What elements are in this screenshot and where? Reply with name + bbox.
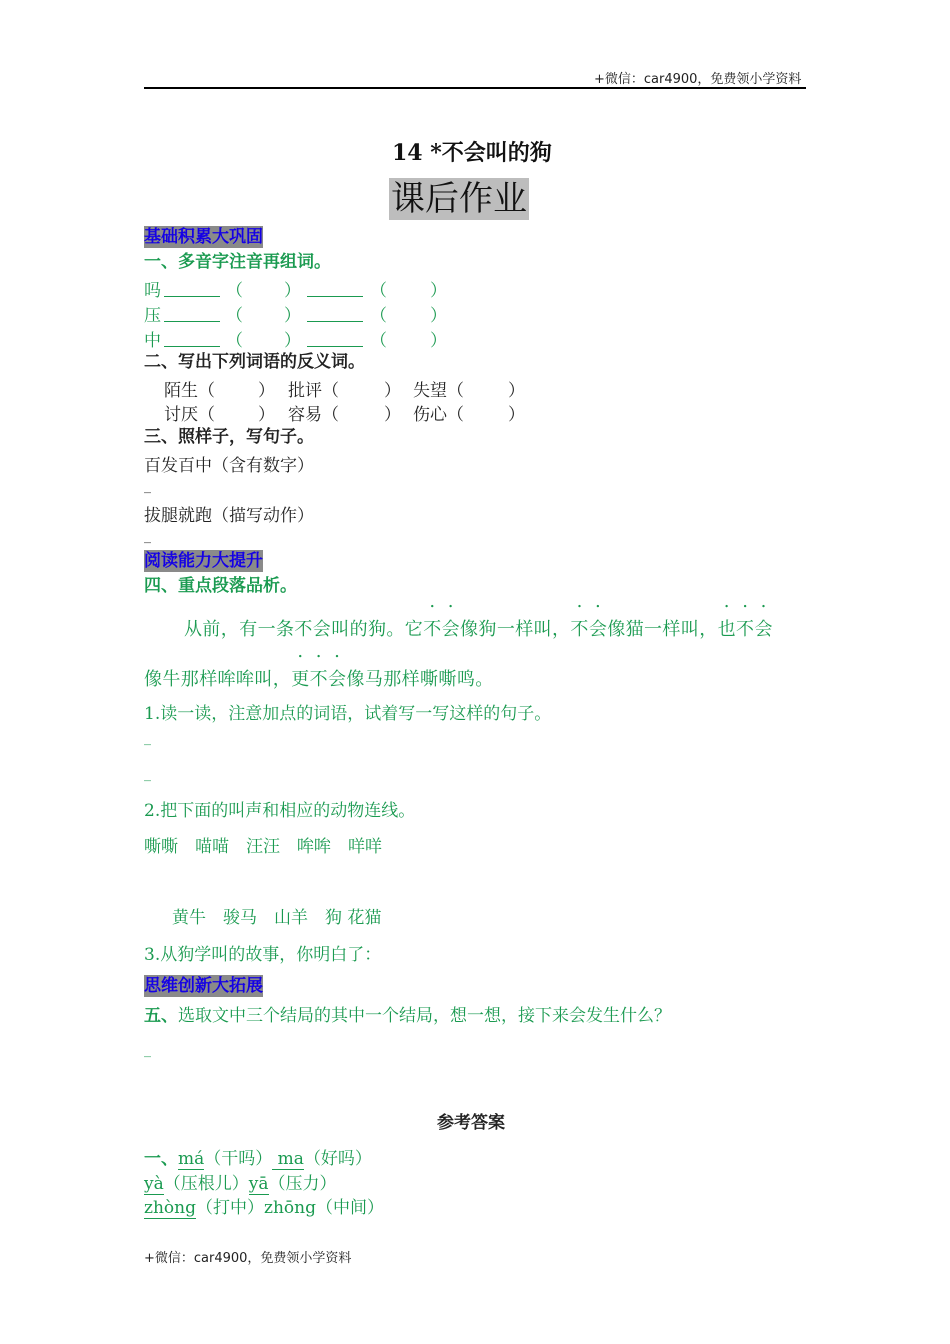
answer-blank[interactable]: _ bbox=[144, 478, 151, 494]
q3-heading: 三、照样子，写句子。 bbox=[144, 427, 314, 447]
answer-number: 一、 bbox=[144, 1149, 178, 1169]
pinyin-answer: yà bbox=[144, 1174, 164, 1194]
paren-close: ） bbox=[284, 281, 301, 301]
paren-close: ） bbox=[258, 405, 275, 425]
paren-open: （ bbox=[370, 281, 387, 301]
pinyin-blank[interactable] bbox=[307, 303, 363, 322]
antonym-word: 陌生（ bbox=[164, 381, 215, 401]
q4-sub2: 2.把下面的叫声和相应的动物连线。 bbox=[144, 801, 416, 821]
para-text: 像猫一样叫， bbox=[607, 619, 718, 640]
pinyin-blank[interactable] bbox=[164, 278, 220, 297]
answer-blank[interactable]: _ bbox=[144, 766, 151, 782]
pinyin-blank[interactable] bbox=[164, 303, 220, 322]
q4-sub1: 1.读一读，注意加点的词语，试着写一写这样的句子。 bbox=[144, 704, 552, 724]
page-header-note: +微信：car4900，免费领小学资料 bbox=[594, 72, 802, 87]
paren-close: ） bbox=[508, 405, 525, 425]
page-footer-note: +微信：car4900，免费领小学资料 bbox=[144, 1251, 352, 1266]
pinyin-answer: zhòng bbox=[144, 1198, 196, 1218]
pinyin-blank[interactable] bbox=[164, 328, 220, 347]
pinyin-answer: yā bbox=[248, 1174, 269, 1194]
q4-sub3: 3.从狗学叫的故事，你明白了： bbox=[144, 945, 382, 965]
paren-open: （ bbox=[226, 331, 243, 351]
animal-sounds: 嘶嘶 喵喵 汪汪 哞哞 咩咩 bbox=[144, 837, 382, 857]
paren-close: ） bbox=[430, 306, 447, 326]
antonym-word: 伤心（ bbox=[413, 405, 464, 425]
dotted-word: 不会 bbox=[570, 619, 608, 640]
pinyin-answer: má bbox=[178, 1149, 205, 1169]
word-answer: （压根儿） bbox=[163, 1174, 249, 1194]
answer-blank[interactable]: _ bbox=[144, 528, 151, 544]
q1-heading: 一、多音字注音再组词。 bbox=[144, 252, 331, 272]
q3-item1: 百发百中（含有数字） bbox=[144, 456, 314, 476]
paren-close: ） bbox=[384, 381, 401, 401]
antonym-word: 容易（ bbox=[288, 405, 339, 425]
word-answer: （打中）zhōng（中间） bbox=[195, 1198, 384, 1218]
reading-paragraph-line2 bbox=[144, 665, 494, 691]
answer-line-ya bbox=[144, 1169, 337, 1194]
q4-heading: 四、重点段落品析。 bbox=[144, 576, 297, 596]
homework-subtitle: 课后作业 bbox=[391, 179, 527, 219]
para-text: 像牛那样哞哞叫， bbox=[144, 669, 292, 690]
answer-line-zhong bbox=[144, 1193, 384, 1218]
word-answer: （压力） bbox=[268, 1174, 337, 1194]
answer-line-ma bbox=[144, 1144, 372, 1169]
paren-open: （ bbox=[370, 306, 387, 326]
pinyin-blank[interactable] bbox=[307, 328, 363, 347]
para-text: 像马那样嘶嘶鸣。 bbox=[346, 669, 494, 690]
para-text: 像狗一样叫， bbox=[460, 619, 571, 640]
para-text: 从前，有一条不会叫的狗。它 bbox=[184, 619, 424, 640]
paren-open: （ bbox=[370, 331, 387, 351]
paren-open: （ bbox=[226, 306, 243, 326]
section-banner-basics: 基础积累大巩固 bbox=[144, 227, 263, 247]
q1-char: 压 bbox=[144, 306, 161, 326]
dotted-word: 也不会 bbox=[717, 619, 773, 640]
paren-close: ） bbox=[430, 331, 447, 351]
q1-char: 中 bbox=[144, 331, 161, 351]
pinyin-blank[interactable] bbox=[307, 278, 363, 297]
animal-names: 黄牛 骏马 山羊 狗 花猫 bbox=[172, 908, 382, 928]
q5-number: 五、 bbox=[144, 1006, 178, 1026]
dotted-word: 不会 bbox=[423, 619, 461, 640]
answer-blank[interactable]: _ bbox=[144, 1042, 151, 1058]
antonym-word: 讨厌（ bbox=[164, 405, 215, 425]
antonym-word: 批评（ bbox=[288, 381, 339, 401]
answers-title: 参考答案 bbox=[437, 1113, 505, 1133]
reading-paragraph-line1 bbox=[184, 615, 773, 641]
dotted-word: 更不会 bbox=[291, 669, 347, 690]
word-answer: （干吗） bbox=[204, 1149, 273, 1169]
section-banner-thinking: 思维创新大拓展 bbox=[144, 976, 263, 996]
paren-close: ） bbox=[284, 306, 301, 326]
q5-text: 选取文中三个结局的其中一个结局，想一想，接下来会发生什么？ bbox=[178, 1006, 671, 1026]
paren-close: ） bbox=[284, 331, 301, 351]
pinyin-answer: ma bbox=[272, 1149, 304, 1169]
header-rule bbox=[144, 87, 806, 89]
paren-close: ） bbox=[258, 381, 275, 401]
antonym-word: 失望（ bbox=[413, 381, 464, 401]
paren-close: ） bbox=[384, 405, 401, 425]
q5-prompt bbox=[144, 1001, 671, 1026]
q3-item2: 拔腿就跑（描写动作） bbox=[144, 506, 314, 526]
lesson-title: 14 *不会叫的狗 bbox=[392, 140, 552, 166]
q1-char: 吗 bbox=[144, 281, 161, 301]
word-answer: （好吗） bbox=[303, 1149, 372, 1169]
q2-heading: 二、写出下列词语的反义词。 bbox=[144, 352, 365, 372]
paren-close: ） bbox=[508, 381, 525, 401]
section-banner-reading: 阅读能力大提升 bbox=[144, 551, 263, 571]
paren-close: ） bbox=[430, 281, 447, 301]
paren-open: （ bbox=[226, 281, 243, 301]
answer-blank[interactable]: _ bbox=[144, 730, 151, 746]
